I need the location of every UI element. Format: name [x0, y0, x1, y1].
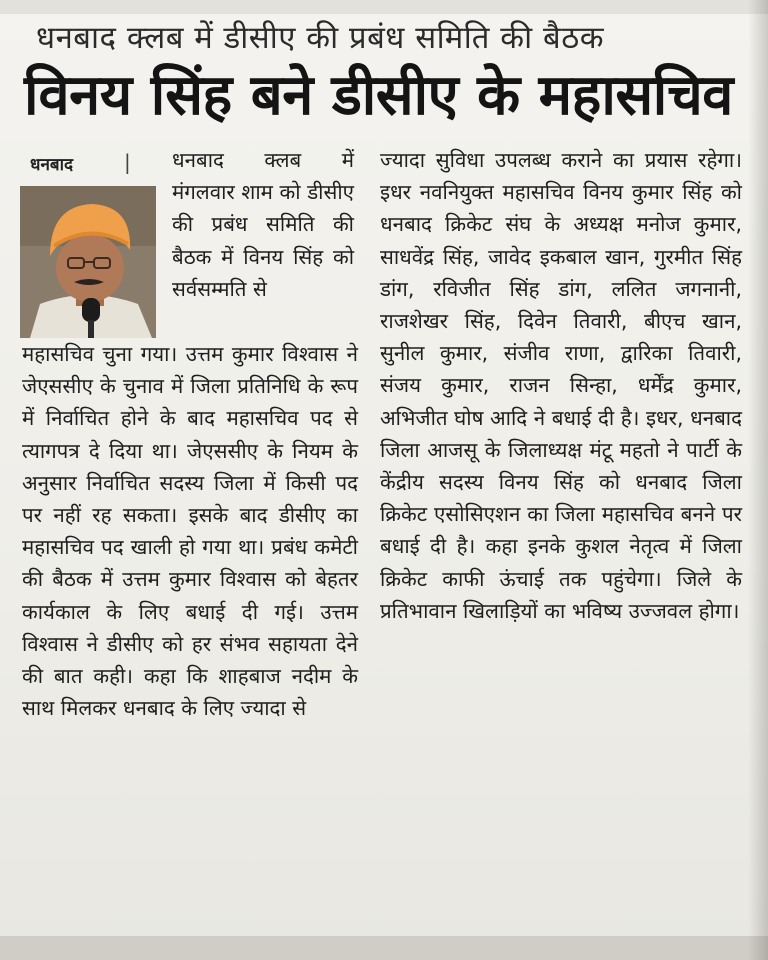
dateline: धनबाद [30, 155, 74, 175]
dateline-separator: | [124, 150, 131, 174]
article-kicker: धनबाद क्लब में डीसीए की प्रबंध समिति की बैठक [36, 20, 605, 56]
page-edge-shadow [748, 0, 768, 960]
page-top-strip [0, 0, 768, 14]
person-photo [20, 186, 156, 338]
page-bottom-band [0, 936, 768, 960]
intro-text: धनबाद क्लब में मंगलवार शाम को डीसीए की प्रबंध समिति की बैठक में विनय सिंह को सर्वसम्मति से [172, 148, 354, 301]
article-headline: विनय सिंह बने डीसीए के महासचिव [24, 63, 733, 128]
right-column-text: ज्यादा सुविधा उपलब्ध कराने का प्रयास रहेगा। इधर नवनियुक्त महासचिव विनय कुमार सिंह को धनबाद क्रिकेट संघ के अध्यक्ष मनोज कुमार, साधवेंद्र सिंह, जावेद इकबाल खान, गुरमीत सिंह डांग, रविजीत सिंह डांग, ललित जगनानी, राजशेखर सिंह, दिवेन तिवारी, बीएच खान, सुनील कुमार, संजीव राणा, द्वारिका तिवारी, संजय कुमार, राजन सिन्हा, धर्मेंद्र कुमार, अभिजीत घोष आदि ने बधाई दी है। इधर, धनबाद जिला आजसू के जिलाध्यक्ष मंटू महतो ने पार्टी के केंद्रीय सदस्य विनय सिंह को धनबाद जिला क्रिकेट एसोसिएशन का जिला महासचिव बनने पर बधाई दी है। कहा इनके कुशल नेतृत्व में जिला क्रिकेट काफी ऊंचाई तक पहुंचेगा। जिले के प्रतिभावान खिलाड़ियों का भविष्य उज्जवल होगा। [380, 148, 742, 623]
left-column-text: महासचिव चुना गया। उत्तम कुमार विश्वास ने जेएससीए के चुनाव में जिला प्रतिनिधि के रूप में निर्वाचित होने के बाद महासचिव पद से त्यागपत्र दे दिया था। जेएससीए के नियम के अनुसार निर्वाचित सदस्य जिला में किसी पद पर नहीं रह सकता। इसके बाद डीसीए का महासचिव पद खाली हो गया था। प्रबंध कमेटी की बैठक में उत्तम कुमार विश्वास को बेहतर कार्यकाल के लिए बधाई दी गई। उत्तम विश्वास ने डीसीए को हर संभव सहायता देने की बात कही। कहा कि शाहबाज नदीम के साथ मिलकर धनबाद के लिए ज्यादा से [22, 342, 358, 721]
person-photo-icon [20, 186, 156, 338]
